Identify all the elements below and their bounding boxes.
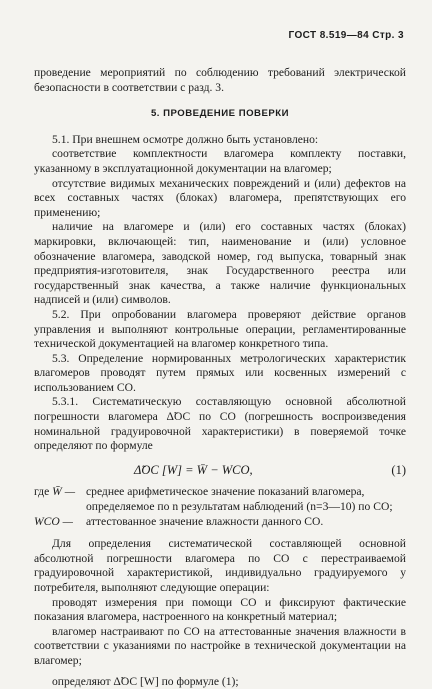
formula-definitions xyxy=(34,485,406,529)
w-bar-text: среднее арифметическое значение показаний влагомера, определяемое по n результатам наблюдений (n=3—10) по СО; xyxy=(86,485,393,514)
w-co-term: WСО — xyxy=(34,514,73,528)
procedure-step-3: определяют Δ̃ОС [W] по формуле (1); xyxy=(52,674,239,688)
paragraph-5-1: 5.1. При внешнем осмотре должно быть установлено: xyxy=(52,132,319,146)
definition-w-bar xyxy=(34,485,406,514)
w-bar-term: W̄ — xyxy=(52,485,76,499)
procedure-step-1: проводят измерения при помощи СО и фиксируют фактические показания влагомера, настроенного на конкретный материал; xyxy=(34,595,406,624)
intro-paragraph: проведение мероприятий по соблюдению требований электрической безопасности в соответствии с разд. 3. xyxy=(34,66,406,94)
formula-expression: Δ̃ОС [W] = W̄ − WСО, xyxy=(134,462,253,477)
paragraph-5-1-completeness: соответствие комплектности влагомера комплекту поставки, указанному в эксплуатационной документации на влагомер; xyxy=(34,147,406,175)
formula-number: (1) xyxy=(391,462,406,477)
paragraph-5-3: 5.3. Определение нормированных метрологических характеристик влагомеров проводят путем прямых или косвенных измерений с использованием СО. xyxy=(34,351,406,394)
procedure-intro: Для определения систематической составляющей основной абсолютной погрешности влагомера по СО с перестраиваемой градуировочной характеристикой, индивидуально градуируемого у потребителя, выполняют следующие операции: xyxy=(34,537,406,594)
paragraph-5-3-1: 5.3.1. Систематическую составляющую основной абсолютной погрешности влагомера Δ̃ОС по СО (погрешность воспроизведения номинальной градуировочной характеристики) в поверяемой точке определяют по формуле xyxy=(34,395,406,453)
paragraph-5-2: 5.2. При опробовании влагомера проверяют действие органов управления и выполняют контрольные операции, регламентированные технической документацией на влагомер конкретного типа. xyxy=(34,307,406,351)
page-header: ГОСТ 8.519—84 Стр. 3 xyxy=(288,30,404,41)
paragraph-5-1-damage: отсутствие видимых механических повреждений и (или) дефектов на всех составных частях (блоках) влагомера, препятствующих его применению; xyxy=(34,176,406,219)
formula-1 xyxy=(34,463,406,478)
section-title: 5. ПРОВЕДЕНИЕ ПОВЕРКИ xyxy=(150,108,290,120)
paragraph-5-1-marking: наличие на влагомере и (или) его составных частях (блоках) маркировки, включающей: тип, наименование и (или) условное обозначение влагомера, заводской номер, год выпуска, товарный знак предприятия-изготовителя, знак Государственного реестра или государственный знак качества, а также наличие функциональных надписей и (или) символов. xyxy=(34,220,406,307)
where-label: где xyxy=(34,485,50,499)
page-content xyxy=(34,66,406,689)
procedure-step-2: влагомер настраивают по СО на аттестованные значения влажности в соответствии с указаниями по настройке в технической документации на влагомер; xyxy=(34,624,406,667)
definition-w-co xyxy=(34,515,406,530)
w-co-text: аттестованное значение влажности данного СО. xyxy=(86,514,324,528)
